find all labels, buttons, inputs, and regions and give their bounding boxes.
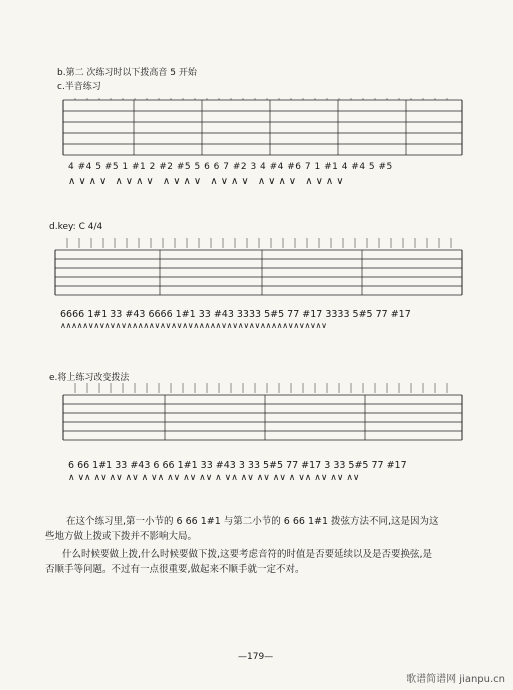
page-number: —179— <box>238 652 274 662</box>
heading-e: e.将上练习改变拨法 <box>49 373 130 383</box>
row3-picks: ∧ ∨∧ ∧∨ ∧∨ ∧∨ ∧ ∨∧ ∧∨ ∧∨ ∧∨ ∧ ∨∧ ∧∨ ∧∨ ∧∨ ∧ ∨∧ ∧∨ ∧∨ ∧∨ <box>68 473 360 483</box>
watermark: 歌谱简谱网 jianpu.cn <box>406 674 505 685</box>
heading-b: b.第二 次练习时以下拨高音 5 开始 <box>57 68 197 78</box>
heading-c: c.半音练习 <box>57 82 101 92</box>
row3-numbers: 6 66 1#1 33 #43 6 66 1#1 33 #43 3 33 5#5 77 #17 3 33 5#5 77 #17 <box>68 460 407 471</box>
body-line-4: 否顺手等问题。不过有一点很重要,做起来不顺手就一定不对。 <box>45 564 305 575</box>
row2-picks: ∧∧∧∧∧∨∧∨∧∨∧∨∧∧∧∧∧∨∧∨∧∨∧∨∧∧∧∧∧∨∧∨∧∨∧∨∧∧∧∧∧∨∧∨∧∨∧∨ <box>60 321 327 330</box>
heading-d: d.key: C 4/4 <box>49 222 103 232</box>
row1-numbers: 4 #4 5 #5 1 #1 2 #2 #5 5 6 6 7 #2 3 4 #4 #6 7 1 #1 4 #4 5 #5 <box>68 162 393 172</box>
row1-picks: ∧∨∧∨ ∧∨∧∨ ∧∨∧∨ ∧∨∧∨ ∧∨∧∨ ∧∨∧∨ <box>68 176 347 187</box>
body-line-3: 什么时候要做上拨,什么时候要做下拨,这要考虑音符的时值是否要延续以及是否要换弦,是 <box>62 549 433 560</box>
row2-numbers: 6666 1#1 33 #43 6666 1#1 33 #43 3333 5#5 77 #17 3333 5#5 77 #17 <box>60 309 411 320</box>
body-line-1: 在这个练习里,第一小节的 6 66 1#1 与第二小节的 6 66 1#1 拨弦方法不同,这是因为这 <box>66 516 439 527</box>
body-line-2: 些地方做上拨或下拨并不影响大局。 <box>45 531 198 542</box>
